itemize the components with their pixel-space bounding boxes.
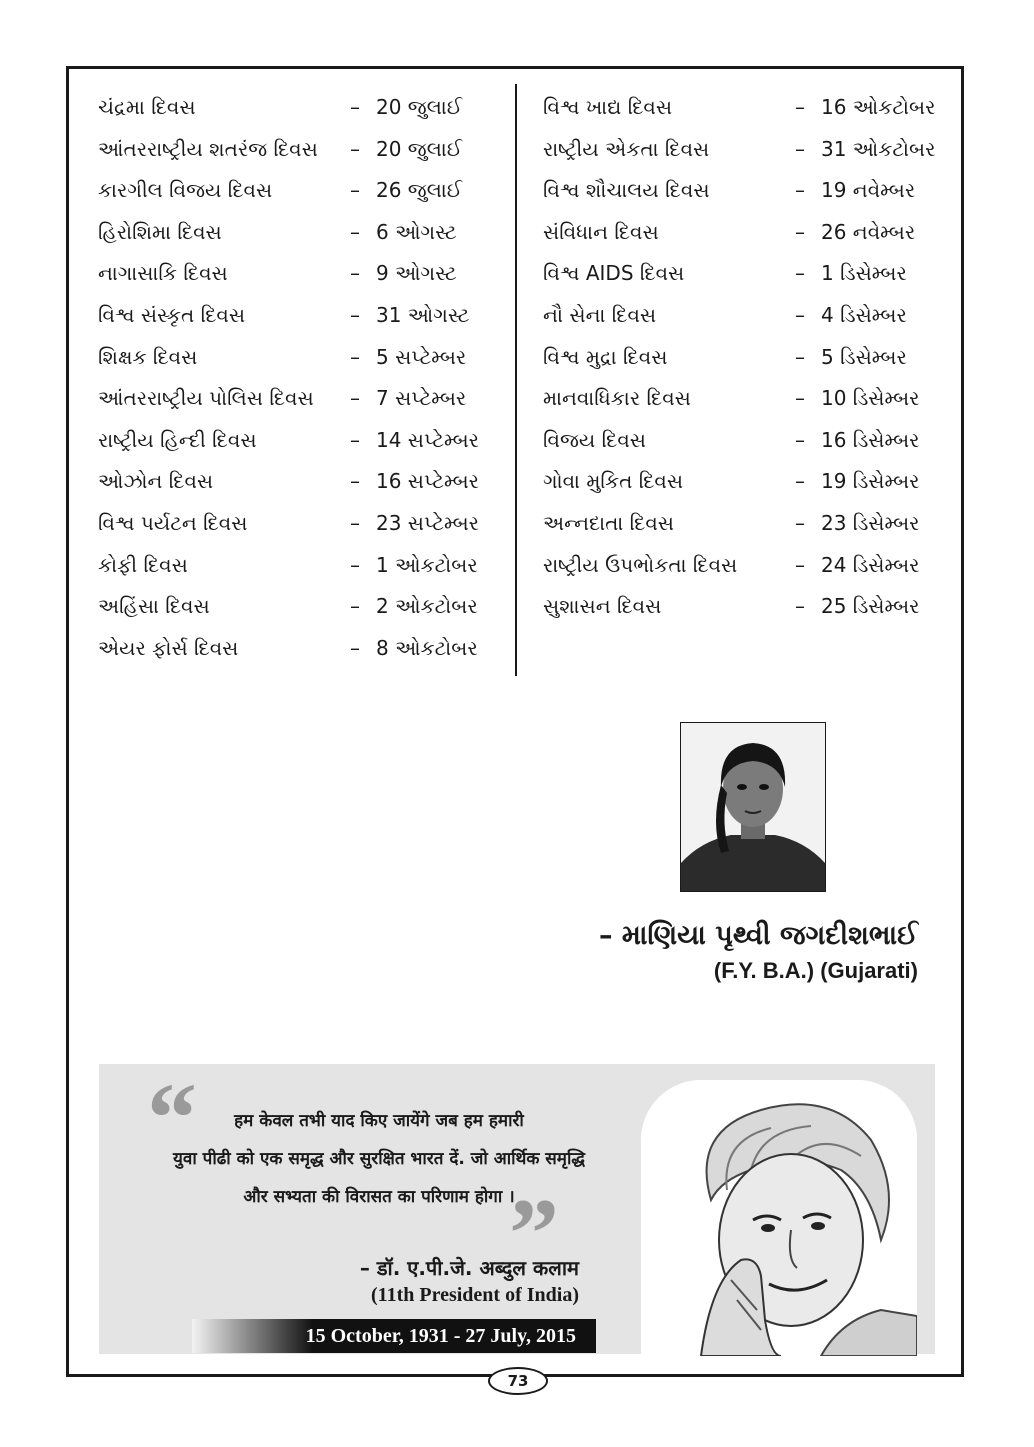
day-date: 16 ઓકટોબર: [821, 95, 936, 119]
column-divider: [515, 84, 517, 676]
day-name: માનવાધિકાર દિવસ: [543, 386, 691, 411]
day-date: 31 ઓગસ્ટ: [376, 302, 470, 327]
quote-text: [99, 1102, 659, 1216]
separator-dash: –: [350, 95, 360, 119]
list-item: [98, 461, 498, 503]
day-name: આંતરરાષ્ટ્રીય પોલિસ દિવસ: [98, 386, 314, 411]
separator-dash: –: [350, 594, 360, 619]
quote-line: हम केवल तभी याद किए जायेंगे जब हम हमारी: [234, 1111, 524, 1131]
quote-line: और सभ्यता की विरासत का परिणाम होगा ।: [243, 1187, 515, 1207]
student-portrait-icon: [681, 723, 825, 891]
list-item: [543, 295, 953, 337]
day-name: અહિંસા દિવસ: [98, 594, 210, 619]
day-date: 31 ઓકટોબર: [821, 136, 936, 161]
separator-dash: –: [795, 386, 805, 411]
separator-dash: –: [350, 510, 360, 535]
close-quote-icon: ”: [509, 1178, 559, 1289]
day-date: 1 ઓકટોબર: [376, 552, 478, 577]
list-item: [98, 378, 498, 420]
day-date: 2 ઓકટોબર: [376, 594, 478, 619]
list-item: [98, 586, 498, 628]
day-name: કારગીલ વિજય દિવસ: [98, 178, 273, 203]
day-name: સંવિધાન દિવસ: [543, 219, 659, 244]
day-name: રાષ્ટ્રીય એકતા દિવસ: [543, 136, 710, 161]
list-item: [543, 461, 953, 503]
list-item: [543, 503, 953, 545]
list-item: [98, 337, 498, 379]
separator-dash: –: [350, 386, 360, 411]
day-date: 7 સપ્ટેમ્બર: [376, 386, 467, 411]
separator-dash: –: [350, 552, 360, 577]
day-name: વિશ્વ મુદ્રા દિવસ: [543, 344, 668, 369]
left-days-list: [98, 87, 498, 669]
list-item: [543, 129, 953, 171]
day-date: 5 સપ્ટેમ્બર: [376, 344, 467, 369]
day-date: 26 જુલાઈ: [376, 178, 463, 203]
day-name: ગોવા મુકિત દિવસ: [543, 469, 684, 494]
list-item: [543, 337, 953, 379]
list-item: [98, 295, 498, 337]
page-number: 73: [488, 1367, 548, 1395]
day-date: 19 નવેમ્બર: [821, 178, 916, 203]
list-item: [98, 628, 498, 670]
list-item: [543, 87, 953, 129]
day-name: વિશ્વ શૌચાલય દિવસ: [543, 178, 710, 203]
list-item: [543, 170, 953, 212]
separator-dash: –: [795, 95, 805, 119]
separator-dash: –: [350, 261, 360, 286]
open-quote-icon: “: [147, 1062, 197, 1173]
list-item: [543, 253, 953, 295]
quote-banner: [99, 1064, 935, 1354]
list-item: [98, 545, 498, 587]
separator-dash: –: [795, 136, 805, 161]
author-name: – માણિયા પૃથ્વી જગદીશભાઈ: [598, 920, 918, 951]
separator-dash: –: [350, 427, 360, 452]
day-date: 14 સપ્ટેમ્બર: [376, 427, 479, 452]
separator-dash: –: [350, 178, 360, 203]
day-name: સુશાસન દિવસ: [543, 594, 662, 619]
day-date: 20 જુલાઈ: [376, 136, 463, 161]
day-date: 10 ડિસેમ્બર: [821, 386, 920, 411]
day-name: હિરોશિમા દિવસ: [98, 219, 222, 244]
quote-author-title: (11th President of India): [371, 1284, 579, 1306]
separator-dash: –: [795, 261, 805, 286]
day-date: 9 ઓગસ્ટ: [376, 261, 457, 286]
separator-dash: –: [795, 427, 805, 452]
day-name: રાષ્ટ્રીય હિન્દી દિવસ: [98, 427, 257, 452]
day-name: અન્નદાતા દિવસ: [543, 510, 674, 535]
day-date: 19 ડિસેમ્બર: [821, 469, 920, 494]
list-item: [98, 420, 498, 462]
day-name: ઓઝોન દિવસ: [98, 469, 214, 494]
list-item: [98, 503, 498, 545]
student-photo: [680, 722, 826, 892]
day-date: 4 ડિસેમ્બર: [821, 302, 907, 327]
right-days-list: [543, 87, 953, 628]
list-item: [98, 170, 498, 212]
day-name: કોફી દિવસ: [98, 552, 188, 577]
separator-dash: –: [795, 302, 805, 327]
separator-dash: –: [795, 469, 805, 494]
quote-line: युवा पीढी को एक समृद्ध और सुरक्षित भारत दें. जो आर्थिक समृद्धि: [173, 1149, 585, 1169]
separator-dash: –: [350, 344, 360, 369]
list-item: [543, 378, 953, 420]
day-name: વિશ્વ AIDS દિવસ: [543, 261, 685, 286]
day-name: આંતરરાષ્ટ્રીય શતરંજ દિવસ: [98, 136, 318, 161]
list-item: [98, 129, 498, 171]
list-item: [543, 586, 953, 628]
separator-dash: –: [795, 510, 805, 535]
list-item: [543, 545, 953, 587]
day-date: 24 ડિસેમ્બર: [821, 552, 920, 577]
list-item: [543, 212, 953, 254]
day-date: 16 ડિસેમ્બર: [821, 427, 920, 452]
day-name: વિશ્વ ખાદ્ય દિવસ: [543, 95, 673, 119]
day-name: ચંદ્રમા દિવસ: [98, 95, 196, 119]
quote-author: – डॉ. ए.पी.जे. अब्दुल कलाम: [359, 1256, 579, 1280]
author-class: (F.Y. B.A.) (Gujarati): [713, 958, 918, 983]
separator-dash: –: [350, 635, 360, 660]
day-date: 23 સપ્ટેમ્બર: [376, 510, 479, 535]
day-name: નાગાસાકિ દિવસ: [98, 261, 228, 286]
separator-dash: –: [350, 469, 360, 494]
list-item: [98, 212, 498, 254]
day-date: 1 ડિસેમ્બર: [821, 261, 907, 286]
day-date: 5 ડિસેમ્બર: [821, 344, 907, 369]
day-name: શિક્ષક દિવસ: [98, 344, 198, 369]
author-credit: [599, 916, 918, 986]
separator-dash: –: [795, 219, 805, 244]
list-item: [98, 253, 498, 295]
day-name: વિજય દિવસ: [543, 427, 646, 452]
day-name: વિશ્વ સંસ્કૃત દિવસ: [98, 302, 246, 327]
life-dates-bar: 15 October, 1931 - 27 July, 2015: [192, 1319, 596, 1353]
day-date: 26 નવેમ્બર: [821, 219, 916, 244]
day-date: 25 ડિસેમ્બર: [821, 594, 920, 619]
day-date: 16 સપ્ટેમ્બર: [376, 469, 479, 494]
day-name: રાષ્ટ્રીય ઉપભોકતા દિવસ: [543, 552, 738, 577]
kalam-portrait: [641, 1080, 917, 1356]
list-item: [98, 87, 498, 129]
separator-dash: –: [350, 302, 360, 327]
separator-dash: –: [350, 219, 360, 244]
kalam-sketch-icon: [641, 1080, 917, 1356]
day-name: વિશ્વ પર્યટન દિવસ: [98, 510, 248, 535]
list-item: [543, 420, 953, 462]
separator-dash: –: [350, 136, 360, 161]
day-date: 20 જુલાઈ: [376, 95, 463, 119]
separator-dash: –: [795, 178, 805, 203]
day-date: 6 ઓગસ્ટ: [376, 219, 457, 244]
day-name: એયર ફોર્સ દિવસ: [98, 635, 239, 660]
separator-dash: –: [795, 552, 805, 577]
day-date: 8 ઓકટોબર: [376, 635, 478, 660]
separator-dash: –: [795, 344, 805, 369]
day-name: નૌ સેના દિવસ: [543, 302, 657, 327]
day-date: 23 ડિસેમ્બર: [821, 510, 920, 535]
separator-dash: –: [795, 594, 805, 619]
